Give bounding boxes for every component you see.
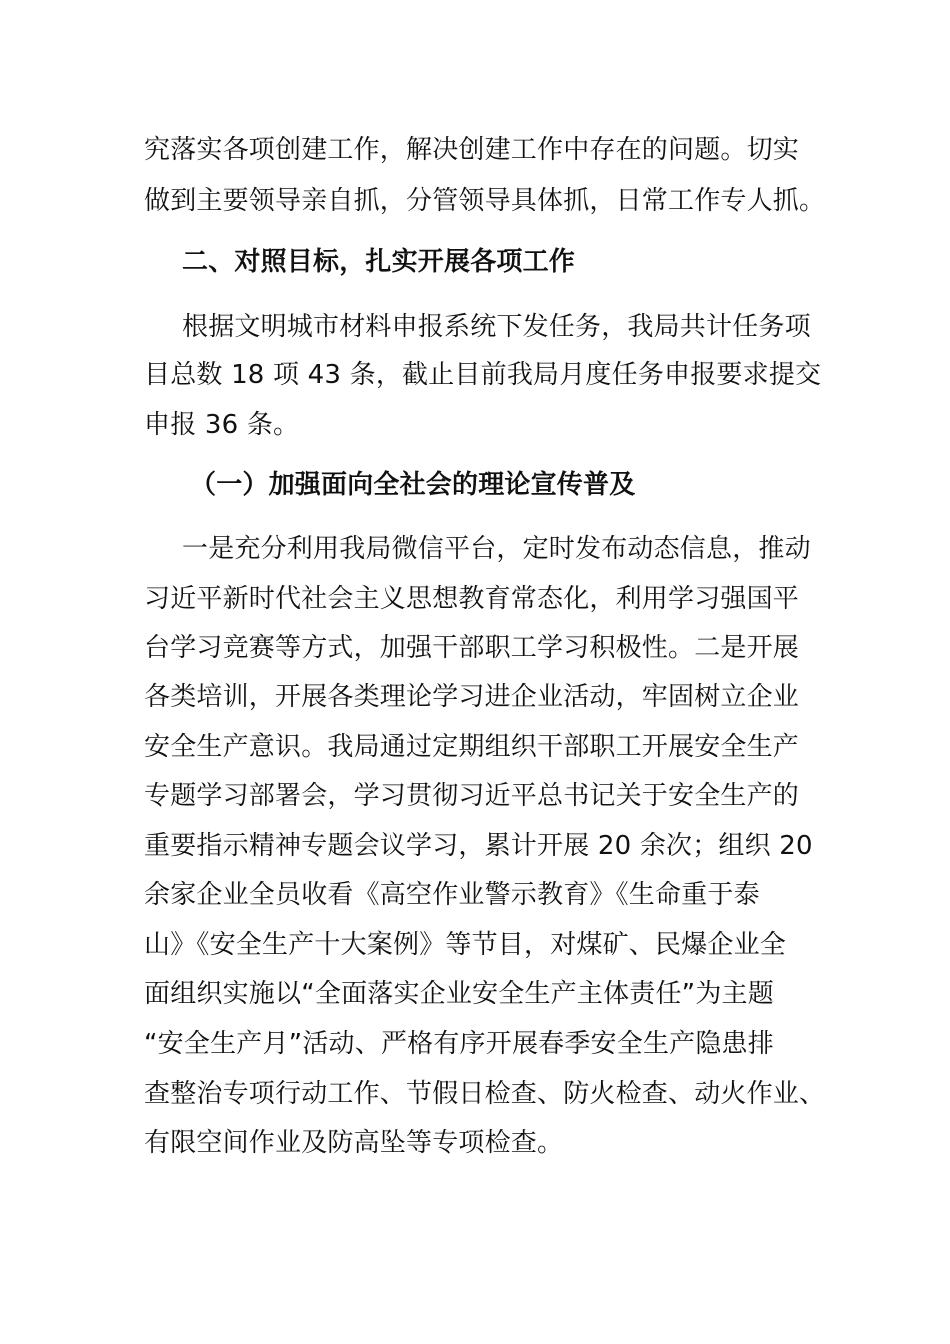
paragraph-line: 山》《安全生产十大案例》等节目，对煤矿、民爆企业全	[144, 930, 787, 960]
paragraph-line: “安全生产月”活动、严格有序开展春季安全生产隐患排	[144, 1029, 774, 1059]
section-heading: 二、对照目标，扎实开展各项工作	[182, 247, 576, 277]
paragraph-line: 查整治专项行动工作、节假日检查、防火检查、动火作业、	[144, 1079, 826, 1109]
paragraph-line: 习近平新时代社会主义思想教育常态化，利用学习强国平	[144, 584, 800, 614]
paragraph-line: 一是充分利用我局微信平台，定时发布动态信息，推动	[182, 534, 811, 564]
sub-heading: （一）加强面向全社会的理论宣传普及	[190, 470, 636, 500]
paragraph-line: 台学习竞赛等方式，加强干部职工学习积极性。二是开展	[144, 633, 800, 663]
paragraph-line: 究落实各项创建工作，解决创建工作中存在的问题。切实	[144, 135, 800, 165]
paragraph-line: 申报 36 条。	[144, 410, 300, 440]
paragraph-line: 有限空间作业及防高坠等专项检查。	[144, 1128, 564, 1158]
paragraph-line: 重要指示精神专题会议学习，累计开展 20 余次；组织 20	[144, 831, 813, 861]
paragraph-line: 做到主要领导亲自抓，分管领导具体抓，日常工作专人抓。	[144, 186, 826, 216]
paragraph-line: 面组织实施以“全面落实企业安全生产主体责任”为主题	[144, 979, 774, 1009]
paragraph-line: 各类培训，开展各类理论学习进企业活动，牢固树立企业	[144, 682, 800, 712]
paragraph-line: 根据文明城市材料申报系统下发任务，我局共计任务项	[182, 312, 811, 342]
paragraph-line: 余家企业全员收看《高空作业警示教育》《生命重于泰	[144, 880, 760, 910]
paragraph-line: 安全生产意识。我局通过定期组织干部职工开展安全生产	[144, 732, 800, 762]
paragraph-line: 目总数 18 项 43 条，截止目前我局月度任务申报要求提交	[144, 360, 822, 390]
paragraph-line: 专题学习部署会，学习贯彻习近平总书记关于安全生产的	[144, 781, 800, 811]
